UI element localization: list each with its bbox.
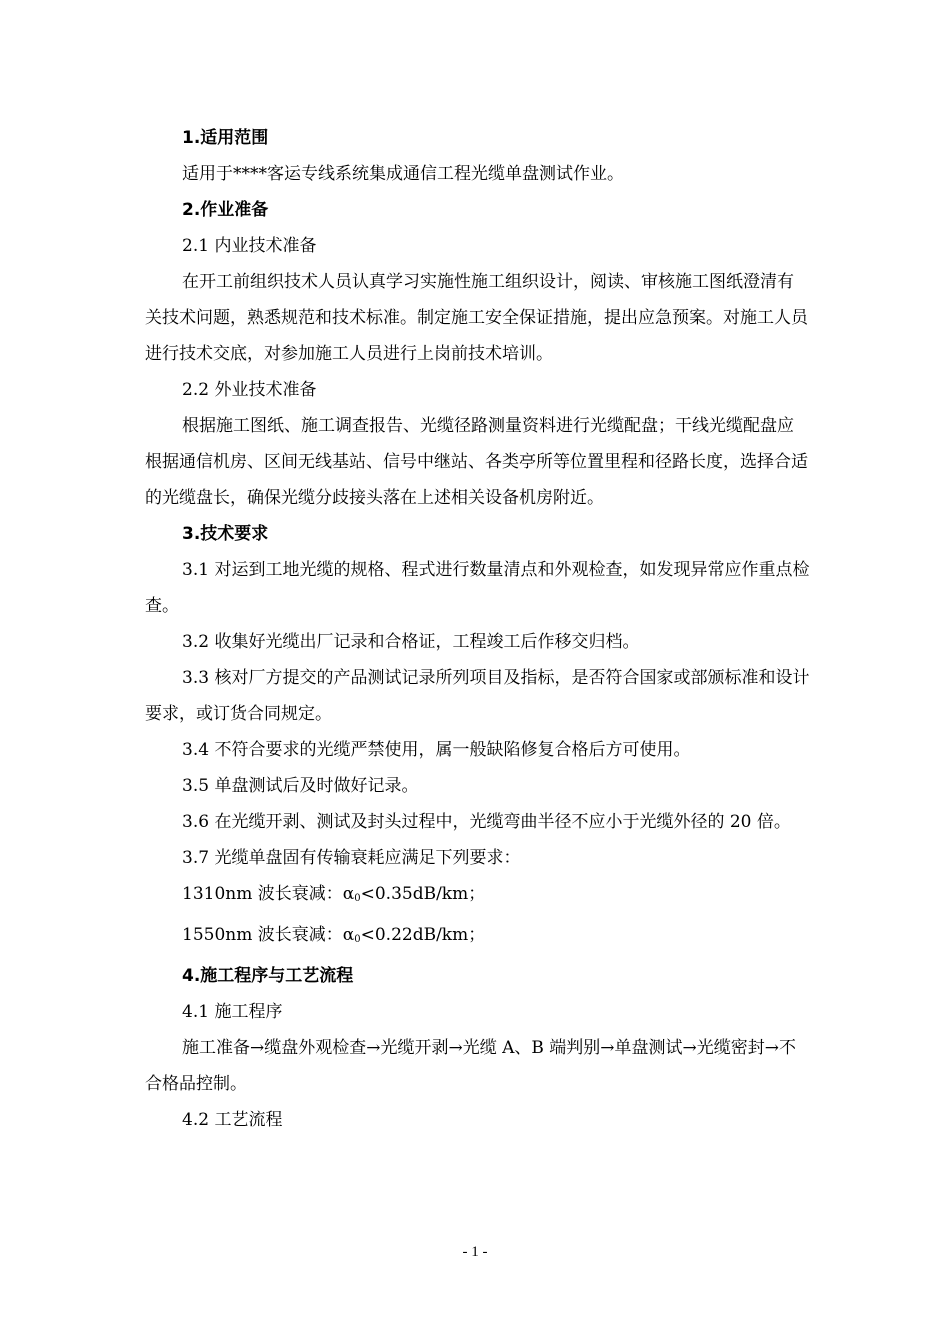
- section-2-1-title: 2.1 内业技术准备: [182, 236, 317, 256]
- section-3-4-text: 3.4 不符合要求的光缆严禁使用，属一般缺陷修复合格后方可使用。: [182, 740, 691, 760]
- attenuation-1310-line: [145, 876, 810, 917]
- section-3-7-text: 3.7 光缆单盘固有传输衰耗应满足下列要求：: [182, 848, 521, 868]
- section-3-2-text: 3.2 收集好光缆出厂记录和合格证，工程竣工后作移交归档。: [182, 632, 640, 652]
- attenuation-1310-value: <0.35dB/km；: [360, 884, 486, 904]
- section-1-heading: 1.适用范围: [182, 128, 269, 148]
- section-4-1-text: 施工准备→缆盘外观检查→光缆开剥→光缆 A、B 端判别→单盘测试→光缆密封→不合格品控制。: [145, 1038, 797, 1094]
- attenuation-1310-label: 1310nm 波长衰减：: [182, 884, 343, 904]
- attenuation-1310-alpha: α: [342, 884, 355, 904]
- section-3-6-text: 3.6 在光缆开剥、测试及封头过程中，光缆弯曲半径不应小于光缆外径的 20 倍。: [182, 812, 791, 832]
- section-2-heading: 2.作业准备: [182, 200, 269, 220]
- document-body: [145, 120, 810, 1138]
- attenuation-1550-label: 1550nm 波长衰减：: [182, 925, 343, 945]
- section-3-1-text: 3.1 对运到工地光缆的规格、程式进行数量清点和外观检查，如发现异常应作重点检查。: [145, 560, 810, 616]
- section-2-2-title: 2.2 外业技术准备: [182, 380, 317, 400]
- attenuation-1550-value: <0.22dB/km；: [360, 925, 486, 945]
- section-4-2-title: 4.2 工艺流程: [182, 1110, 283, 1130]
- section-2-1-text: 在开工前组织技术人员认真学习实施性施工组织设计，阅读、审核施工图纸澄清有关技术问题，熟悉规范和技术标准。制定施工安全保证措施，提出应急预案。对施工人员进行技术交底，对参加施工人员进行上岗前技术培训。: [145, 272, 808, 364]
- section-3-heading: 3.技术要求: [182, 524, 269, 544]
- section-1-text: 适用于****客运专线系统集成通信工程光缆单盘测试作业。: [182, 164, 624, 184]
- section-3-3-text: 3.3 核对厂方提交的产品测试记录所列项目及指标，是否符合国家或部颁标准和设计要求，或订货合同规定。: [145, 668, 810, 724]
- section-2-2-text: 根据施工图纸、施工调查报告、光缆径路测量资料进行光缆配盘；干线光缆配盘应根据通信机房、区间无线基站、信号中继站、各类亭所等位置里程和径路长度，选择合适的光缆盘长，确保光缆分歧接头落在上述相关设备机房附近。: [145, 416, 808, 508]
- attenuation-1550-alpha: α: [342, 925, 355, 945]
- section-4-1-title: 4.1 施工程序: [182, 1002, 283, 1022]
- page-number: - 1 -: [462, 1244, 488, 1260]
- attenuation-1550-subscript: 0: [354, 934, 361, 945]
- section-3-5-text: 3.5 单盘测试后及时做好记录。: [182, 776, 419, 796]
- attenuation-1550-line: [145, 917, 810, 958]
- section-4-heading: 4.施工程序与工艺流程: [182, 966, 354, 986]
- attenuation-1310-subscript: 0: [354, 893, 361, 904]
